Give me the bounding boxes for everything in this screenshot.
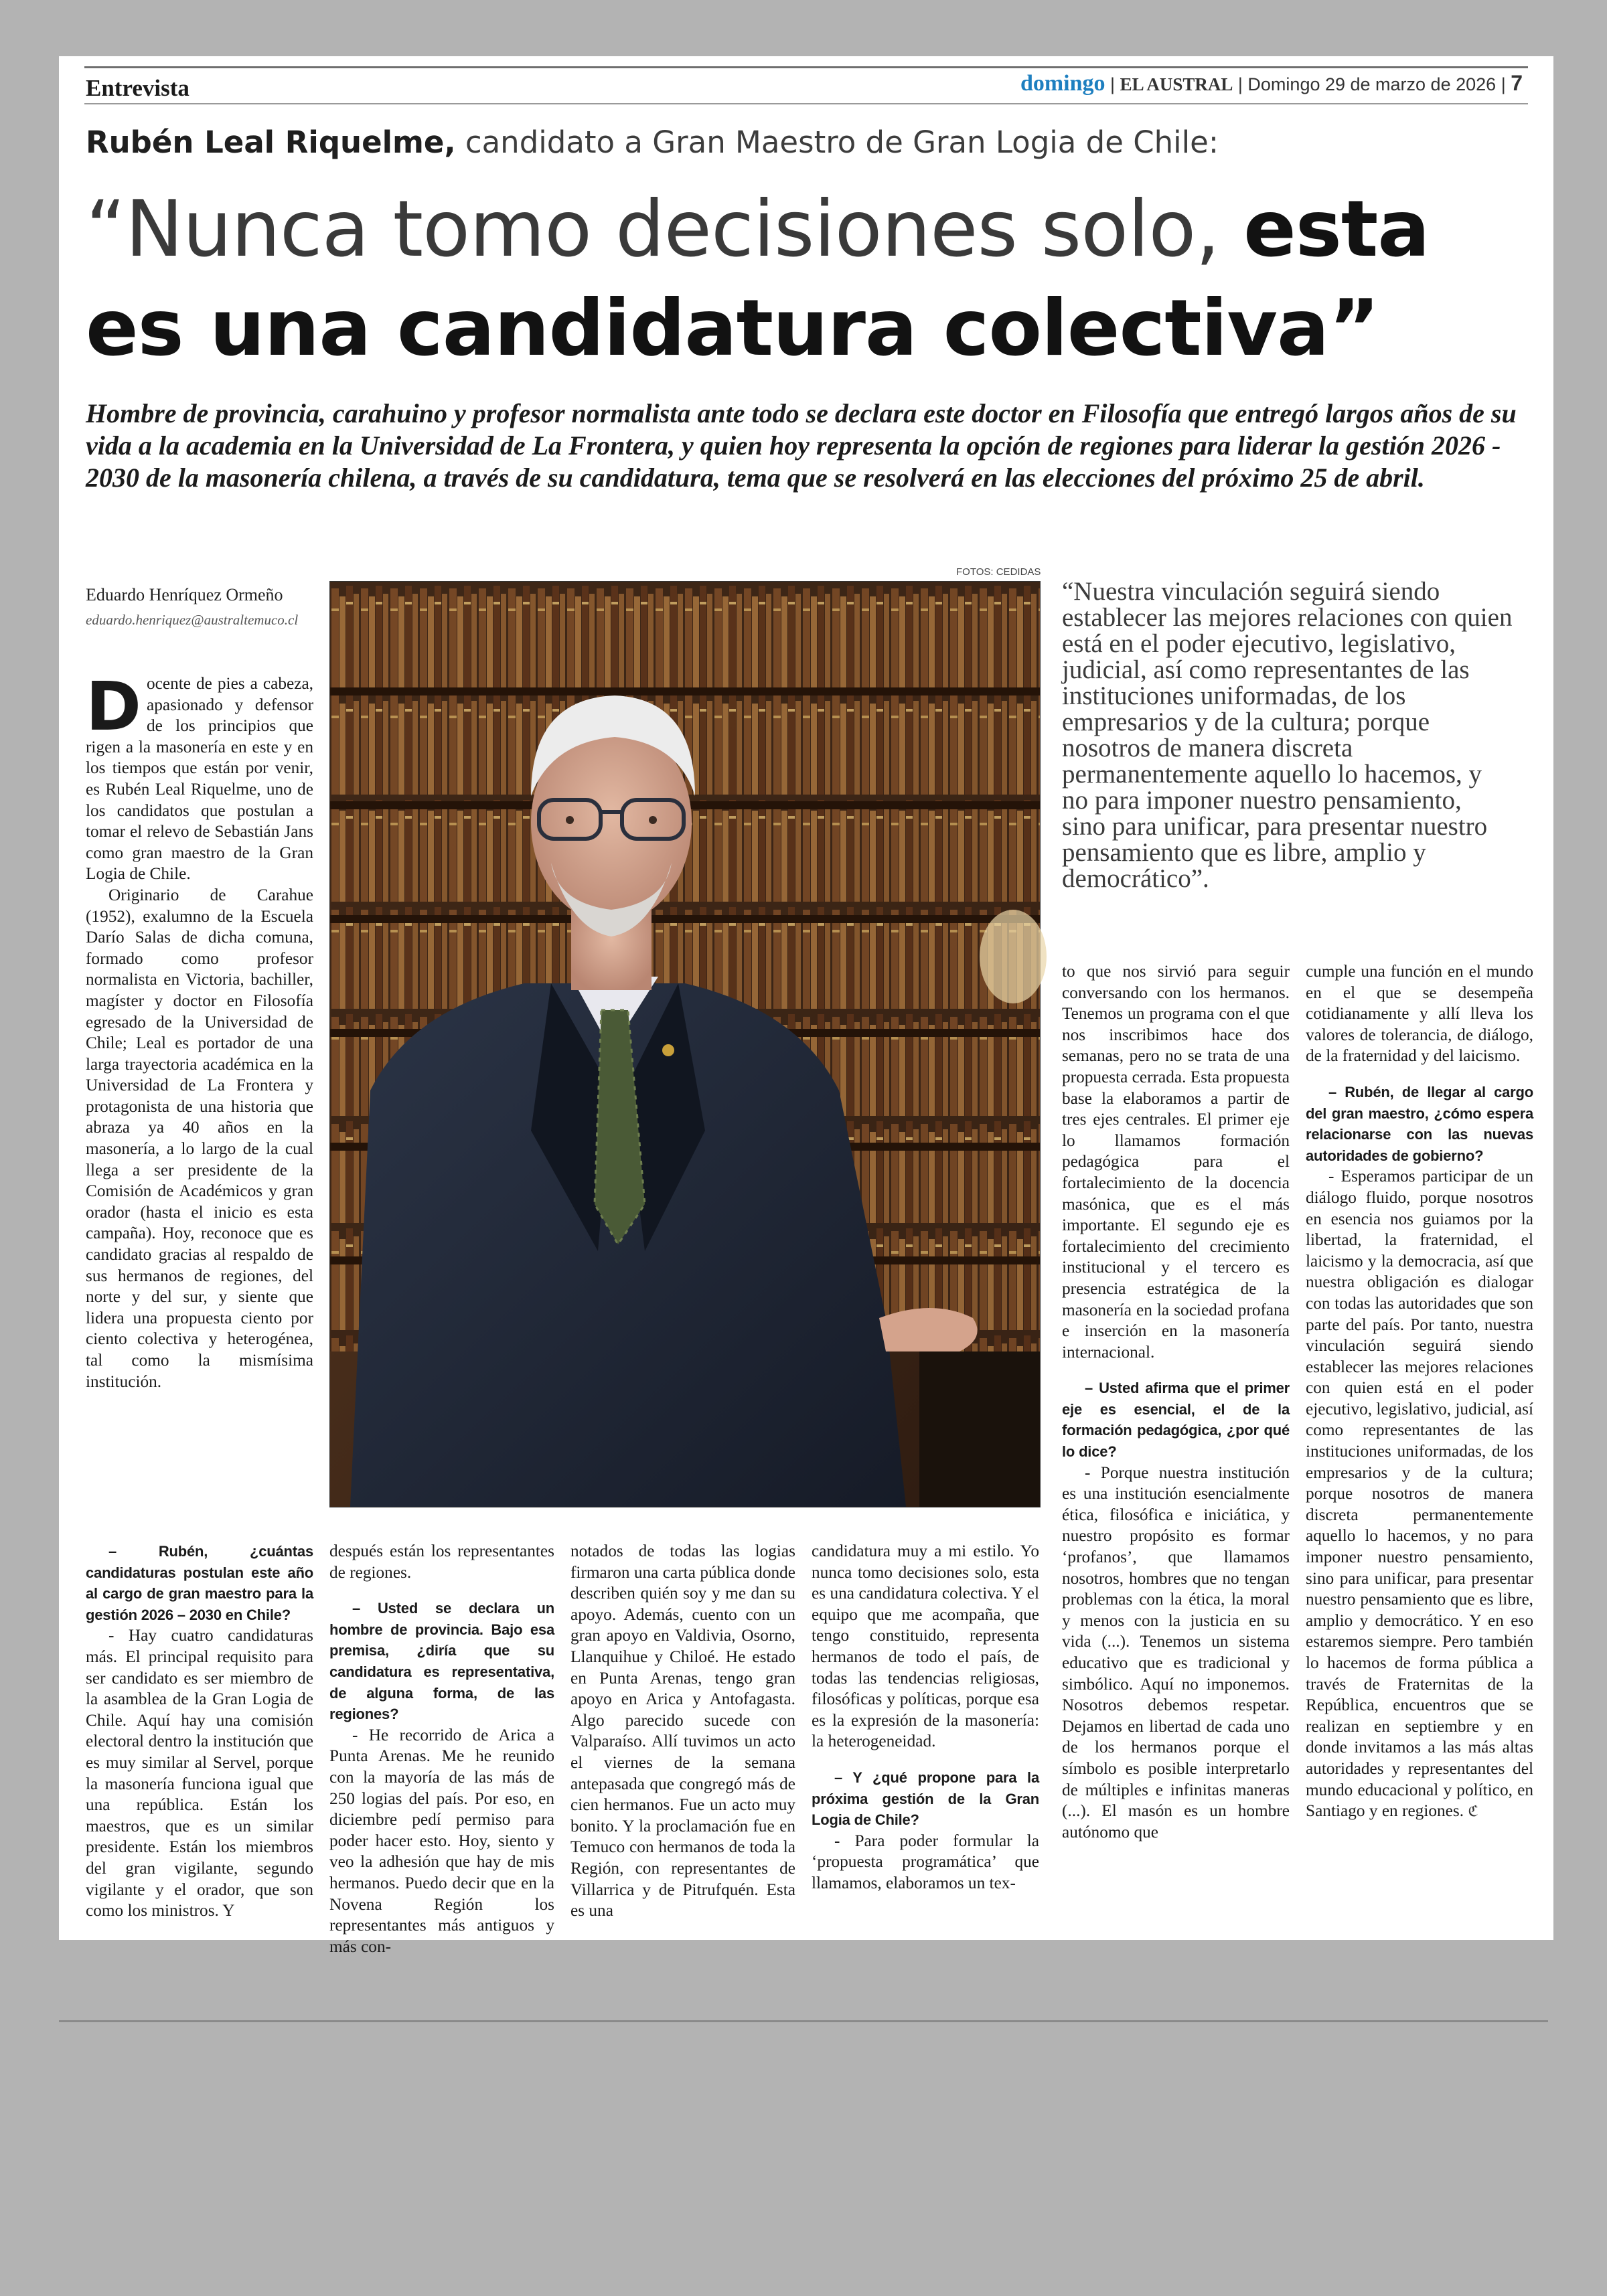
article-paragraph: Originario de Carahue (1952), exalumno de la Escuela Darío Salas de dicha comuna, formado como profesor normalista en Victoria, bachiller, magíster y doctor en Filosofía egresado de la Universidad de Chile; Leal es portador de una larga trayectoria académica en la Universidad de La Frontera y protagonista de una historia que abraza ya 40 años en la masonería, a lo largo de la cual llega a ser presidente de la Comisión de Académicos y gran orador (hasta el inicio es esta campaña). Hoy, reconoce que es candidato gracias al respaldo de sus hermanos de regiones, del norte y del sur, y siente que lidera una propuesta ciento por ciento colectiva y heterogénea, tal como la mismísima institución. <box>86 885 313 1391</box>
kicker <box>86 125 1525 160</box>
pull-quote-line: democrático”. <box>1062 864 1209 893</box>
deck: Hombre de provincia, carahuino y profesor normalista ante todo se declara este doctor en Filosofía que entregó largos años de su vida a la academia en la Universidad de La Frontera, y quien hoy representa la opción de regiones para liderar la gestión 2026 - 2030 de la masonería chilena, a través de su candidatura, tema que se resolverá en las elecciones del próximo 25 de abril. <box>86 398 1517 493</box>
pull-quote-line: está en el poder ejecutivo, legislativo, <box>1062 629 1456 658</box>
article-paragraph: to que nos sirvió para seguir conversando con los hermanos. Tenemos un programa con el que nos inscribimos hace dos semanas, pero no se trata de una propuesta cerrada. Esta propuesta base la elaboramos a partir de tres ejes centrales. El primer eje lo llamamos formación pedagógica para el fortalecimiento de la docencia masónica, que es el más importante. El segundo eje es fortalecimiento del crecimiento institucional y el tercero es presencia estratégica de la masonería en la sociedad profana e inserción en la masonería internacional. <box>1062 962 1290 1362</box>
article-paragraph: después están los representantes de regiones. <box>329 1542 554 1582</box>
interview-question: – Rubén, de llegar al cargo del gran maestro, ¿cómo espera relacionarse con las nuevas autoridades de gobierno? <box>1306 1083 1533 1164</box>
interview-question: – Y ¿qué propone para la próxima gestión de la Gran Logia de Chile? <box>812 1769 1039 1829</box>
interviewee-name: Rubén Leal Riquelme, <box>86 125 456 160</box>
author-email: eduardo.henriquez@australtemuco.cl <box>86 612 299 628</box>
article-column-1b <box>86 1541 313 1922</box>
pull-quote-line: empresarios y de la cultura; porque <box>1062 708 1430 736</box>
pull-quote-line: “Nuestra vinculación seguirá siendo <box>1062 577 1440 606</box>
article-paragraph: - Para poder formular la ‘propuesta programática’ que llamamos, elaboramos un tex- <box>812 1831 1039 1892</box>
article-column-2 <box>329 1541 554 1957</box>
headline-bold-2: es una candidatura colectiva” <box>86 283 1379 374</box>
bottom-rule <box>59 2020 1548 2022</box>
article-column-5 <box>1062 961 1290 1843</box>
author-name: Eduardo Henríquez Ormeño <box>86 585 283 604</box>
interviewee-role: candidato a Gran Maestro de Gran Logia de Chile: <box>465 125 1219 160</box>
brand-name: domingo <box>1020 71 1105 96</box>
article-paragraph: - He recorrido de Arica a Punta Arenas. Me he reunido con la mayoría de las más de 250 logias del país. Por eso, en diciembre pedí permiso para poder hacer esto. Hoy, siento y veo la adhesión que hay de mis hermanos. Puedo decir que en la Novena Región los representantes más antiguos y más con- <box>329 1725 554 1956</box>
interview-question: – Usted afirma que el primer eje es esencial, el de la formación pedagógica, ¿por qué lo dice? <box>1062 1380 1290 1461</box>
masthead: domingo | EL AUSTRAL | Domingo 29 de marzo de 2026 | 7 <box>1020 71 1523 96</box>
headline <box>86 180 1539 378</box>
section-label: Entrevista <box>86 75 189 101</box>
portrait-photo <box>329 581 1041 1507</box>
article-column-6 <box>1306 961 1533 1823</box>
headline-bold-1: esta <box>1243 184 1430 274</box>
byline <box>86 585 354 629</box>
pull-quote-line: no para imponer nuestro pensamiento, <box>1062 786 1462 815</box>
article-paragraph: - Hay cuatro candidaturas más. El principal requisito para ser candidato es ser miembro de la asamblea de la Gran Logia de Chile. Aquí hay una comisión electoral dentro la institución que es muy similar al Servel, porque la masonería funciona igual que una república. Están los maestros, que es un similar presidente. Están los miembros del gran vigilante, segundo vigilante y el orador, que son como los ministros. Y <box>86 1626 313 1920</box>
article-paragraph: notados de todas las logias firmaron una carta pública donde describen quién soy y me dan su apoyo. Además, cuento con un gran apoyo en Valdivia, Osorno, Llanquihue y Chiloé. He estado en Punta Arenas, tengo gran apoyo en Arica y Antofagasta. Algo parecido sucede con Valparaíso. Allí tuvimos un acto el viernes de la semana antepasada que congregó más de cien hermanos. Fue un acto muy bonito. Y la proclamación fue en Temuco con hermanos de toda la Región, con representantes de Villarrica y de Pitrufquén. Esta es una <box>570 1542 795 1920</box>
pull-quote <box>1062 578 1531 892</box>
newspaper-name: EL AUSTRAL <box>1120 74 1233 94</box>
pull-quote-line: judicial, así como representantes de las <box>1062 655 1470 684</box>
pull-quote-line: permanentemente aquello lo hacemos, y <box>1062 760 1482 789</box>
pull-quote-line: instituciones uniformadas, de los <box>1062 681 1406 710</box>
pull-quote-line: pensamiento que es libre, amplio y <box>1062 838 1426 867</box>
portrait-illustration <box>330 582 1040 1507</box>
drop-cap: D <box>86 667 142 746</box>
newspaper-page <box>59 56 1553 1956</box>
page-number: 7 <box>1511 71 1523 95</box>
pull-quote-line: sino para unificar, para presentar nuestro <box>1062 812 1488 841</box>
interview-question: – Rubén, ¿cuántas candidaturas postulan este año al cargo de gran maestro para la gestión 2026 – 2030 en Chile? <box>86 1543 313 1623</box>
pull-quote-line: nosotros de manera discreta <box>1062 734 1353 762</box>
header-rule <box>84 103 1528 104</box>
photo-credit: FOTOS: CEDIDAS <box>956 566 1041 578</box>
issue-date: Domingo 29 de marzo de 2026 <box>1247 74 1497 94</box>
article-column-3 <box>570 1541 795 1922</box>
article-paragraph: - Porque nuestra institución es una institución esencialmente ética, filosófica e iniciática, y nuestro propósito es formar ‘profanos’, que llamamos nosotros, hombres que no tengan problemas con la ética, la moral y menos con la justicia en su vida (...). Tenemos un sistema educativo que es tradicional y simbólico. Aquí no imponemos. Nosotros debemos respetar. Dejamos en libertad de cada uno de los hermanos porque el símbolo es posible interpretarlo de múltiples e infinitas maneras (...). El masón es un hombre autónomo que <box>1062 1463 1290 1841</box>
article-paragraph: Docente de pies a cabeza, apasionado y defensor de los principios que rigen a la masonería en este y en los tiempos que están por venir, es Rubén Leal Riquelme, uno de los candidatos que postulan a tomar el relevo de Sebastián Jans como gran maestro de la Gran Logia de Chile. <box>86 667 313 884</box>
article-paragraph: candidatura muy a mi estilo. Yo nunca tomo decisiones solo, esta es una candidatura colectiva. Y el equipo que me acompaña, que tengo constituido, representa hermanos de todo el país, de todas las tendencias religiosas, filosóficas y políticas, porque esa es la expresión de la masonería: la heterogeneidad. <box>812 1542 1039 1751</box>
interview-question: – Usted se declara un hombre de provincia. Bajo esa premisa, ¿diría que su candidatura es representativa, de alguna forma, de las regiones? <box>329 1600 554 1723</box>
headline-light: “Nunca tomo decisiones solo, <box>86 184 1220 274</box>
article-column-1a <box>86 667 313 1392</box>
end-mark-icon: ℭ <box>1468 1803 1478 1821</box>
article-paragraph: cumple una función en el mundo en el que se desempeña cotidianamente y allí lleva los valores de tolerancia, de diálogo, de la fraternidad y del laicismo. <box>1306 962 1533 1066</box>
article-column-4 <box>812 1541 1039 1894</box>
article-paragraph: - Esperamos participar de un diálogo fluido, porque nosotros en esencia nos guiamos por la libertad, la fraternidad, el laicismo y la democracia, así que nuestra obligación es dialogar con todas las autoridades que son parte del país. Por tanto, nuestra vinculación seguirá siendo establecer las mejores relaciones con quien está en el poder ejecutivo, legislativo, judicial, así como representantes de las instituciones uniformadas, de los empresarios y de la cultura; porque nosotros de manera discreta permanentemente aquello lo hacemos, y no para imponer nuestro pensamiento, sino para unificar, para presentar nuestro pensamiento que es libre, amplio y democrático. Y en eso estaremos siempre. Pero también lo hacemos de forma pública a través de Fraternitas de la República, encuentros que se realizan en septiembre y en donde invitamos a las más altas autoridades y representantes del mundo educacional y político, en Santiago y en regiones. ℭ <box>1306 1167 1534 1821</box>
pull-quote-line: establecer las mejores relaciones con quien <box>1062 603 1513 632</box>
top-rule <box>84 66 1528 68</box>
